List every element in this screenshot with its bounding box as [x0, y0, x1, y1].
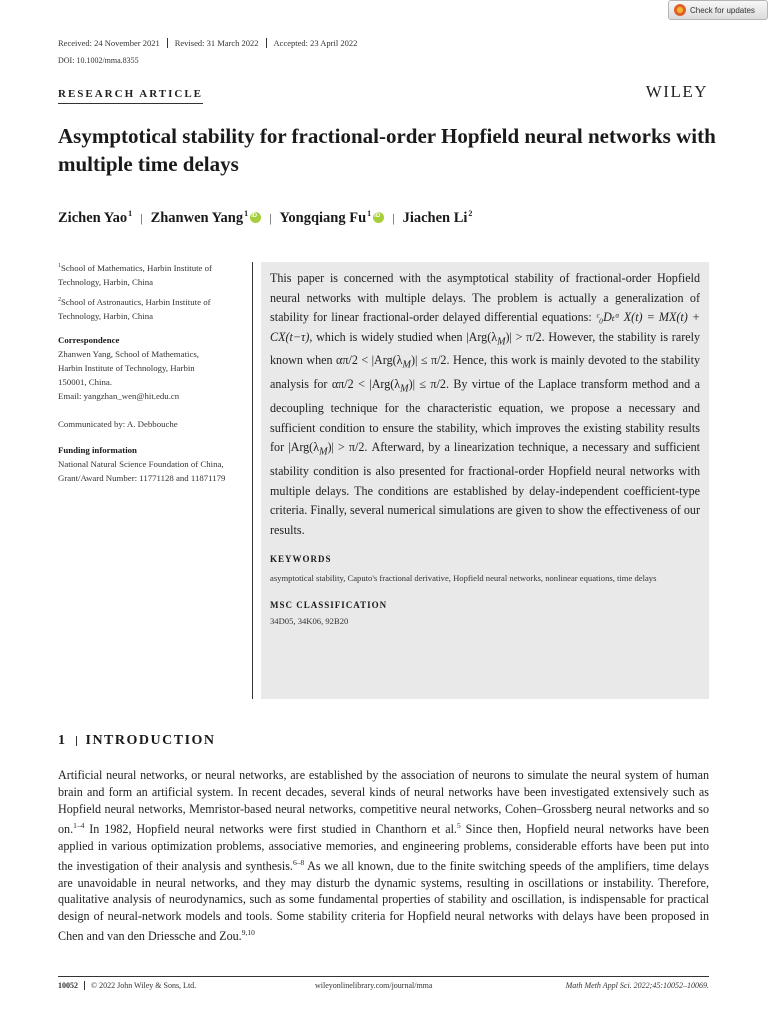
- author-separator: |: [392, 211, 395, 225]
- correspondence-line: Harbin Institute of Technology, Harbin: [58, 362, 195, 373]
- msc-heading: MSC CLASSIFICATION: [270, 600, 388, 611]
- author-name-text: Jiachen Li: [402, 210, 468, 226]
- keywords-text: asymptotical stability, Caputo's fractional derivative, Hopfield neural networks, nonlinear equations, time delays: [270, 573, 657, 584]
- received-date: Received: 24 November 2021: [58, 38, 160, 48]
- funding-label: Funding information: [58, 444, 137, 455]
- accepted-date: Accepted: 23 April 2022: [266, 38, 365, 48]
- orcid-icon[interactable]: [373, 212, 384, 223]
- divider: [252, 262, 253, 699]
- affiliation-ref: 1: [244, 209, 249, 218]
- article-type: RESEARCH ARTICLE: [58, 88, 203, 104]
- section-heading: [58, 733, 216, 749]
- communicated-by: Communicated by: A. Debbouche: [58, 418, 178, 429]
- author-list: [58, 210, 472, 227]
- author-name[interactable]: [403, 210, 473, 227]
- paper-title: Asymptotical stability for fractional-order Hopfield neural networks with multiple time delays: [58, 124, 716, 176]
- abstract-text: This paper is concerned with the asymptotical stability of fractional-order Hopfield neural networks with multiple delays. The problem is actually a generalization of stability for linear fractional-order delayed differential equations: ᶜ₀Dₜᵅ X(t) = MX(t) + CX(t−τ), which is widely studied when $|Arg(\lambda_M)| > \pi/2$. However, the stability is rarely known when $\alpha\pi/2 < |Arg(\lambda_M)| \le \pi/2$. Hence, this work is mainly devoted to the stability analysis for $\alpha\pi/2 < |Arg(\lambda_M)| \le \pi/2$. By virtue of the Laplace transform method and a decoupling technique for the characteristic equation, we propose a necessary and sufficient condition to ensure the stability, which improves the existing stability results for $|Arg(\lambda_M)| > \pi/2$. Afterward, by a linearization technique, a necessary and sufficient stability condition is also presented for fractional-order Hopfield neural networks with multiple delays. The conditions are established by delay-independent coefficient-type criteria. Finally, several numerical simulations are given to show the effectiveness of our results.: [270, 271, 700, 537]
- page-footer: [58, 981, 709, 990]
- page-number: 10052: [58, 981, 78, 990]
- citation-ref[interactable]: 1–4: [73, 820, 85, 830]
- publisher-logo: WILEY: [645, 82, 708, 101]
- msc-text: 34D05, 34K06, 92B20: [270, 616, 349, 627]
- citation-ref[interactable]: 5: [456, 820, 461, 830]
- check-for-updates-button[interactable]: [668, 0, 768, 20]
- citation-ref[interactable]: 9,10: [241, 928, 255, 938]
- article-dates: [58, 38, 364, 48]
- crossmark-icon: [674, 4, 686, 16]
- section-divider: [76, 736, 77, 746]
- revised-date: Revised: 31 March 2022: [167, 38, 266, 48]
- author-name-text: Yongqiang Fu: [279, 210, 367, 226]
- orcid-icon[interactable]: [250, 212, 261, 223]
- funding-text: National Natural Science Foundation of China, Grant/Award Number: 11771128 and 11871179: [58, 458, 226, 483]
- affiliation-ref: 2: [468, 209, 473, 218]
- author-separator: |: [269, 211, 272, 225]
- journal-link[interactable]: wileyonlinelibrary.com/journal/mma: [315, 981, 433, 990]
- author-separator: |: [140, 211, 143, 225]
- footer-divider: [58, 976, 709, 977]
- correspondence-line: Zhanwen Yang, School of Mathematics,: [58, 348, 199, 359]
- affiliation: $^2$School of Astronautics, Harbin Institute of Technology, Harbin, China: [58, 296, 211, 321]
- correspondence-label: Correspondence: [58, 334, 120, 345]
- affiliation-ref: 1: [128, 209, 133, 218]
- section-number: 1: [58, 733, 67, 748]
- author-name[interactable]: [151, 210, 262, 227]
- author-name-text: Zichen Yao: [58, 210, 128, 226]
- section-title: INTRODUCTION: [85, 733, 216, 748]
- author-name[interactable]: [58, 210, 132, 227]
- correspondence-email[interactable]: Email: yangzhan_wen@hit.edu.cn: [58, 390, 180, 401]
- keywords-heading: KEYWORDS: [270, 554, 332, 565]
- correspondence-line: 150001, China.: [58, 376, 113, 387]
- citation-ref[interactable]: 6–8: [292, 857, 305, 867]
- author-name[interactable]: [280, 210, 385, 227]
- affiliation-ref: 1: [367, 209, 372, 218]
- introduction-paragraph: Artificial neural networks, or neural networks, are established by the association of neurons to simulate the neural system of human brain and form an artificial system. In recent decades, several kinds of neural networks have been investigated extensively such as Hopfield neural networks, Memristor-based neural networks, competitive neural networks, Cohen–Grossberg neural networks and so on.$^{1-4}$ In 1982, Hopfield neural networks were first studied in Chanthorn et al.$^5$ Since then, Hopfield neural networks have been applied in various optimization problems, associative memories, and engineering problems, considerable efforts have been put into the investigation of their analysis and synthesis.$^{6-8}$ As we all known, due to the finite switching speeds of the amplifiers, time delays are unavoidable in neural networks, and they may disturb the dynamic systems, resulting in oscillations or instability. Therefore, qualitative analysis of neurodynamics, such as some fundamental properties of stability and oscillation, is indispensable for practical design of neural-network models and tools. Some stability criteria for Hopfield neural networks with delays have been proposed in Chen and van den Driessche and Zou.$^{9,10}$: [58, 768, 709, 944]
- check-for-updates-label: Check for updates: [690, 5, 755, 15]
- affiliation: $^1$School of Mathematics, Harbin Institute of Technology, Harbin, China: [58, 262, 212, 287]
- author-name-text: Zhanwen Yang: [150, 210, 244, 226]
- journal-citation: Math Meth Appl Sci. 2022;45:10052–10069.: [565, 981, 709, 990]
- doi: DOI: 10.1002/mma.8355: [58, 56, 139, 65]
- sidebar: [58, 259, 243, 485]
- abstract-box: [261, 262, 709, 699]
- copyright: © 2022 John Wiley & Sons, Ltd.: [84, 981, 196, 990]
